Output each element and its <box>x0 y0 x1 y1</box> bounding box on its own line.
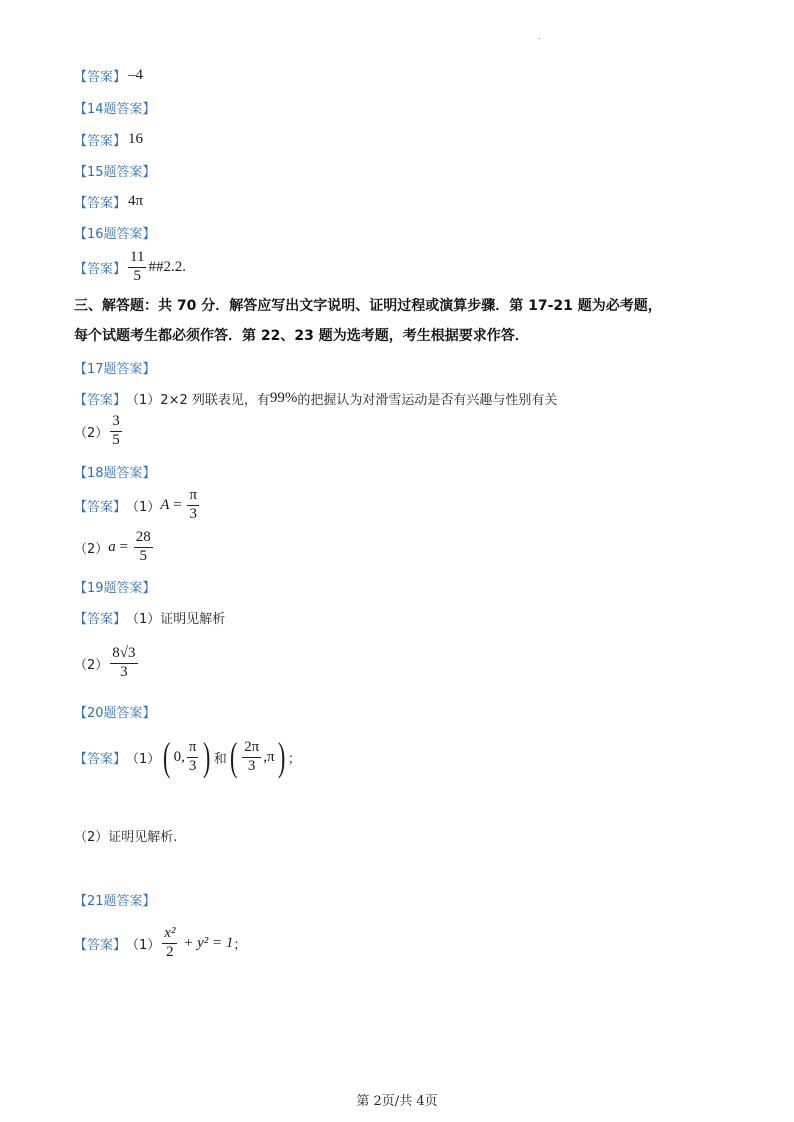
fraction <box>187 740 199 775</box>
part-label: （1） <box>126 393 161 408</box>
answer-tag: 【答案】 <box>74 937 127 953</box>
fraction <box>162 926 177 961</box>
answer-19-part-2 <box>74 646 140 681</box>
answer-18-part-2 <box>74 530 155 565</box>
fraction-numerator: 2π <box>242 740 261 758</box>
part-label: （2） <box>74 657 109 673</box>
fraction <box>110 414 122 449</box>
answer-text: （2）证明见解析. <box>74 830 178 845</box>
answer-text: 2×2 列联表见，有 <box>160 393 270 408</box>
part-label: （1） <box>126 751 161 767</box>
answer-tag: 【答案】 <box>74 134 127 149</box>
fraction <box>128 250 146 285</box>
fraction <box>134 530 153 565</box>
fraction-denominator: 2 <box>166 943 174 960</box>
answer-value: –4 <box>128 67 144 83</box>
punctuation: ； <box>233 937 247 953</box>
fraction-numerator: 11 <box>128 250 146 268</box>
left-paren: ( <box>163 734 171 779</box>
answer-20-part-1 <box>74 734 301 779</box>
interval-end: ,π <box>263 748 275 765</box>
header-17 <box>74 358 156 377</box>
question-header: 【15题答案】 <box>74 165 156 180</box>
percent-value: 99% <box>269 390 298 406</box>
answer-16 <box>74 250 186 285</box>
fraction <box>110 646 137 681</box>
question-header: 【20题答案】 <box>74 706 156 721</box>
section-3-heading <box>74 291 734 351</box>
part-label: （1） <box>126 937 161 953</box>
answer-tag: 【答案】 <box>74 751 127 767</box>
header-21 <box>74 890 156 909</box>
part-label: （2） <box>74 425 109 441</box>
answer-17-part-2 <box>74 414 124 449</box>
interval-start: 0, <box>173 748 185 765</box>
fraction-denominator: 3 <box>188 757 197 774</box>
fraction-numerator: x² <box>162 926 177 944</box>
fraction <box>242 740 261 775</box>
fraction-denominator: 3 <box>120 663 128 680</box>
answer-tag: 【答案】 <box>74 393 127 408</box>
header-18 <box>74 462 156 481</box>
answer-tag: 【答案】 <box>74 70 127 85</box>
answer-21-part-1 <box>74 926 246 961</box>
variable: a <box>108 538 116 555</box>
section-3-line-1: 三、解答题：共 70 分．解答应写出文字说明、证明过程或演算步骤．第 17-21 题为必考题， <box>74 298 662 314</box>
section-3-line-2: 每个试题考生都必须作答．第 22、23 题为选考题，考生根据要求作答． <box>74 328 529 344</box>
header-16 <box>74 223 156 242</box>
question-header: 【17题答案】 <box>74 362 156 377</box>
part-label: （2） <box>74 541 109 557</box>
header-20 <box>74 702 156 721</box>
header-15 <box>74 161 156 180</box>
question-header: 【21题答案】 <box>74 894 156 909</box>
answer-17-part-1 <box>74 389 557 408</box>
fraction <box>187 488 199 523</box>
header-14 <box>74 98 156 117</box>
question-header: 【18题答案】 <box>74 466 156 481</box>
corner-mark: . <box>538 32 541 41</box>
answer-text: 证明见解析 <box>160 612 226 627</box>
answer-tag: 【答案】 <box>74 612 127 627</box>
fraction-denominator: 5 <box>139 547 147 564</box>
answer-13 <box>74 66 143 85</box>
equals-sign: = <box>169 496 186 513</box>
answer-19-part-1 <box>74 608 225 627</box>
page-footer: 第 2页/共 4页 <box>356 1094 438 1109</box>
fraction-numerator: π <box>187 488 199 506</box>
answer-value: 16 <box>128 131 144 147</box>
right-paren: ) <box>203 734 211 779</box>
answer-tag: 【答案】 <box>74 261 127 277</box>
variable: A <box>160 496 170 513</box>
equals-sign: = <box>115 538 132 555</box>
answer-text: 的把握认为对滑雪运动是否有兴趣与性别有关 <box>297 393 558 408</box>
answer-20-part-2 <box>74 826 177 845</box>
fraction-denominator: 5 <box>133 267 141 284</box>
equation-rest: + y² = 1 <box>179 934 234 951</box>
question-header: 【14题答案】 <box>74 102 156 117</box>
fraction-denominator: 3 <box>189 505 197 522</box>
fraction-numerator: π <box>187 740 199 758</box>
part-label: （1） <box>126 612 161 627</box>
answer-18-part-1 <box>74 488 201 523</box>
answer-tag: 【答案】 <box>74 499 127 515</box>
answer-15 <box>74 192 143 211</box>
punctuation: ； <box>287 751 301 767</box>
conjunction: 和 <box>213 751 227 767</box>
question-header: 【19题答案】 <box>74 581 156 596</box>
fraction-numerator: 3 <box>110 414 122 432</box>
fraction-numerator: 8√3 <box>110 646 137 664</box>
fraction-numerator: 28 <box>134 530 153 548</box>
question-header: 【16题答案】 <box>74 227 156 242</box>
right-paren: ) <box>277 734 285 779</box>
answer-value: 4π <box>128 193 144 209</box>
fraction-denominator: 3 <box>247 757 256 774</box>
left-paren: ( <box>229 734 238 779</box>
answer-rest: ##2.2. <box>148 258 186 275</box>
answer-tag: 【答案】 <box>74 196 127 211</box>
header-19 <box>74 577 156 596</box>
fraction-denominator: 5 <box>112 431 120 448</box>
part-label: （1） <box>126 499 161 515</box>
answer-14 <box>74 130 143 149</box>
